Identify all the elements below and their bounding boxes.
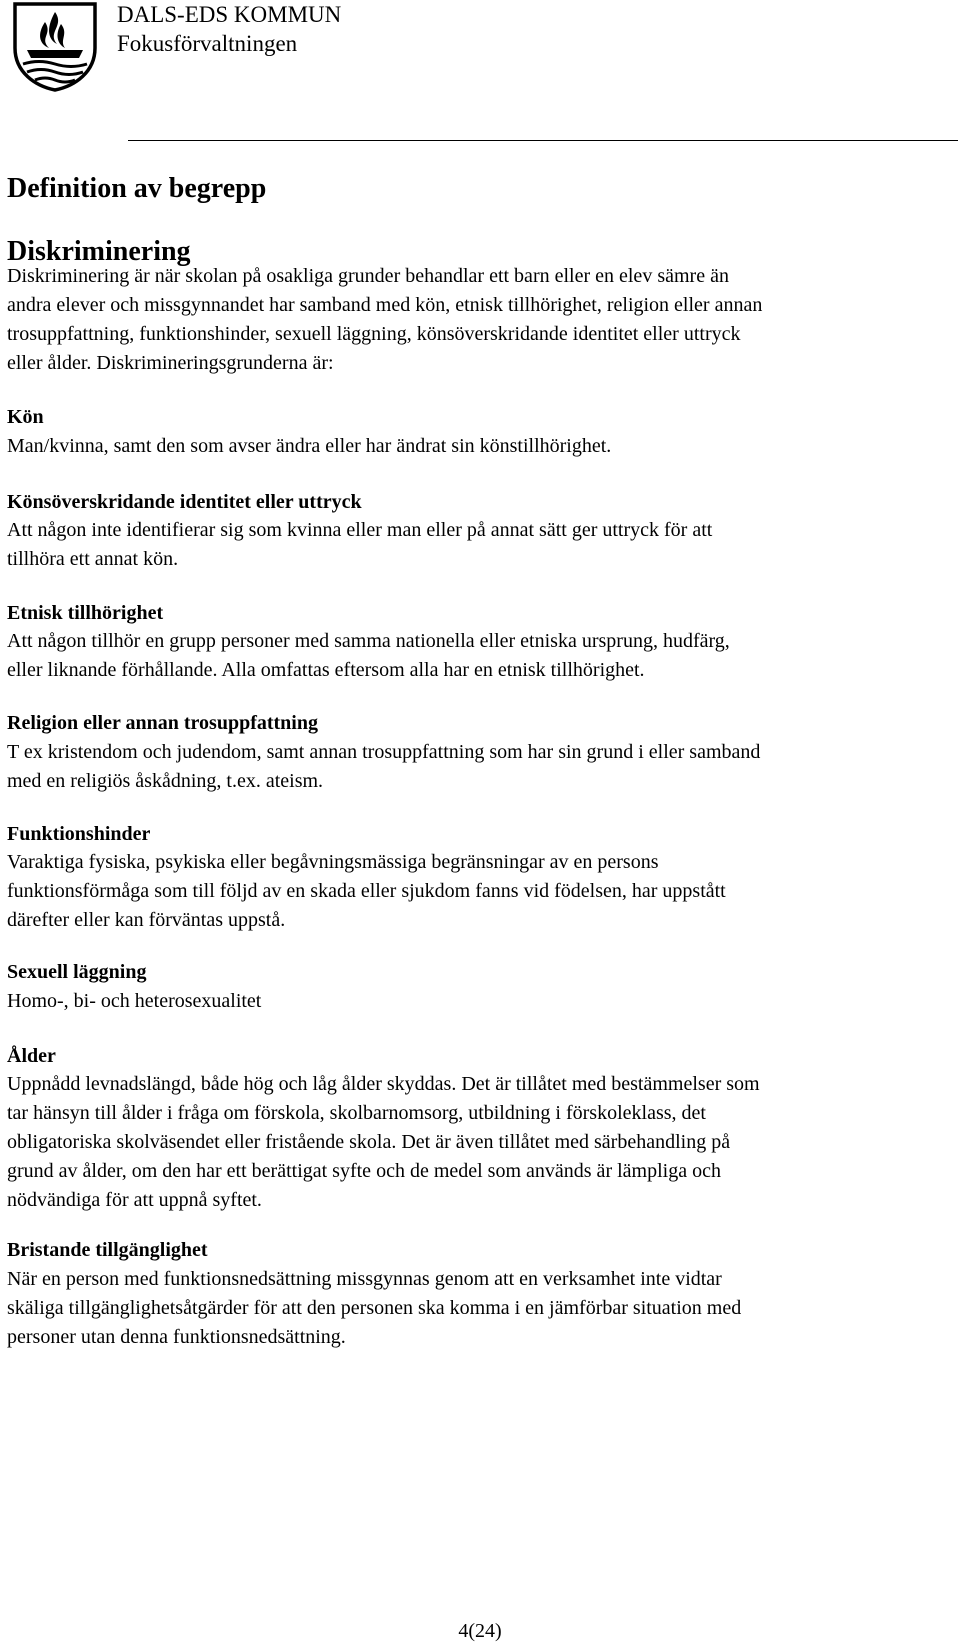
definition-line: personer utan denna funktionsnedsättning. [7, 1326, 346, 1348]
definition-line: tillhöra ett annat kön. [7, 548, 179, 570]
definition-term-alder: Ålder [7, 1045, 56, 1067]
definition-text-bristande-tillganglighet [7, 1265, 741, 1352]
definition-text-funktionshinder [7, 848, 726, 935]
definition-text-sexuell-laggning [7, 987, 261, 1016]
definition-text-etnisk [7, 627, 730, 685]
definition-line: grund av ålder, om den har ett berättigat syfte och de medel som används är lämpliga och [7, 1160, 721, 1182]
intro-line: trosuppfattning, funktionshinder, sexuell läggning, könsöverskridande identitet eller uttryck [7, 323, 741, 345]
intro-line: eller ålder. Diskrimineringsgrunderna är: [7, 352, 334, 374]
definition-term-funktionshinder: Funktionshinder [7, 823, 151, 845]
definition-term-religion: Religion eller annan trosuppfattning [7, 712, 318, 734]
definition-text-alder [7, 1070, 760, 1215]
intro-line: Diskriminering är när skolan på osakliga grunder behandlar ett barn eller en elev sämre än [7, 265, 729, 287]
header-divider [128, 140, 958, 141]
document-title: Definition av begrepp [7, 173, 267, 204]
definition-line: Att någon inte identifierar sig som kvinna eller man eller på annat sätt ger uttryck för att [7, 519, 713, 541]
definition-line: nödvändiga för att uppnå syftet. [7, 1189, 262, 1211]
definition-line: När en person med funktionsnedsättning missgynnas genom att en verksamhet inte vidtar [7, 1268, 722, 1290]
organization-header [117, 0, 341, 58]
page-number: 4(24) [458, 1620, 502, 1642]
definition-term-bristande-tillganglighet: Bristande tillgänglighet [7, 1239, 208, 1261]
definition-text-religion [7, 738, 760, 796]
definition-line: Man/kvinna, samt den som avser ändra eller har ändrat sin könstillhörighet. [7, 435, 612, 457]
definition-term-sexuell-laggning: Sexuell läggning [7, 961, 147, 983]
definition-line: tar hänsyn till ålder i fråga om förskola, skolbarnomsorg, utbildning i förskoleklass, det [7, 1102, 706, 1124]
definition-line: Varaktiga fysiska, psykiska eller begåvningsmässiga begränsningar av en persons [7, 851, 659, 873]
definition-term-kon: Kön [7, 406, 44, 428]
org-name: DALS-EDS KOMMUN [117, 2, 342, 27]
definition-text-konsoverskridande [7, 516, 712, 574]
definition-line: funktionsförmåga som till följd av en skada eller sjukdom fanns vid födelsen, har uppstått [7, 880, 726, 902]
section-title: Diskriminering [7, 236, 191, 267]
department-name: Fokusförvaltningen [117, 31, 298, 56]
definition-line: T ex kristendom och judendom, samt annan trosuppfattning som har sin grund i eller samband [7, 741, 761, 763]
definition-term-etnisk: Etnisk tillhörighet [7, 602, 164, 624]
intro-line: andra elever och missgynnandet har samband med kön, etnisk tillhörighet, religion eller annan [7, 294, 763, 316]
definition-term-konsoverskridande: Könsöverskridande identitet eller uttryck [7, 491, 362, 513]
definition-line: Homo-, bi- och heterosexualitet [7, 990, 262, 1012]
definition-line: Att någon tillhör en grupp personer med samma nationella eller etniska ursprung, hudfärg, [7, 630, 730, 652]
definition-line: skäliga tillgänglighetsåtgärder för att den personen ska komma i en jämförbar situation med [7, 1297, 742, 1319]
definition-text-kon [7, 432, 611, 461]
definition-line: obligatoriska skolväsendet eller fristående skola. Det är även tillåtet med särbehandling på [7, 1131, 731, 1153]
definition-line: med en religiös åskådning, t.ex. ateism. [7, 770, 324, 792]
municipality-coat-of-arms-logo [9, 0, 101, 92]
definition-line: eller liknande förhållande. Alla omfattas eftersom alla har en etnisk tillhörighet. [7, 659, 645, 681]
definition-line: därefter eller kan förväntas uppstå. [7, 909, 286, 931]
definition-line: Uppnådd levnadslängd, både hög och låg ålder skyddas. Det är tillåtet med bestämmelser som [7, 1073, 760, 1095]
intro-paragraph [7, 262, 762, 378]
